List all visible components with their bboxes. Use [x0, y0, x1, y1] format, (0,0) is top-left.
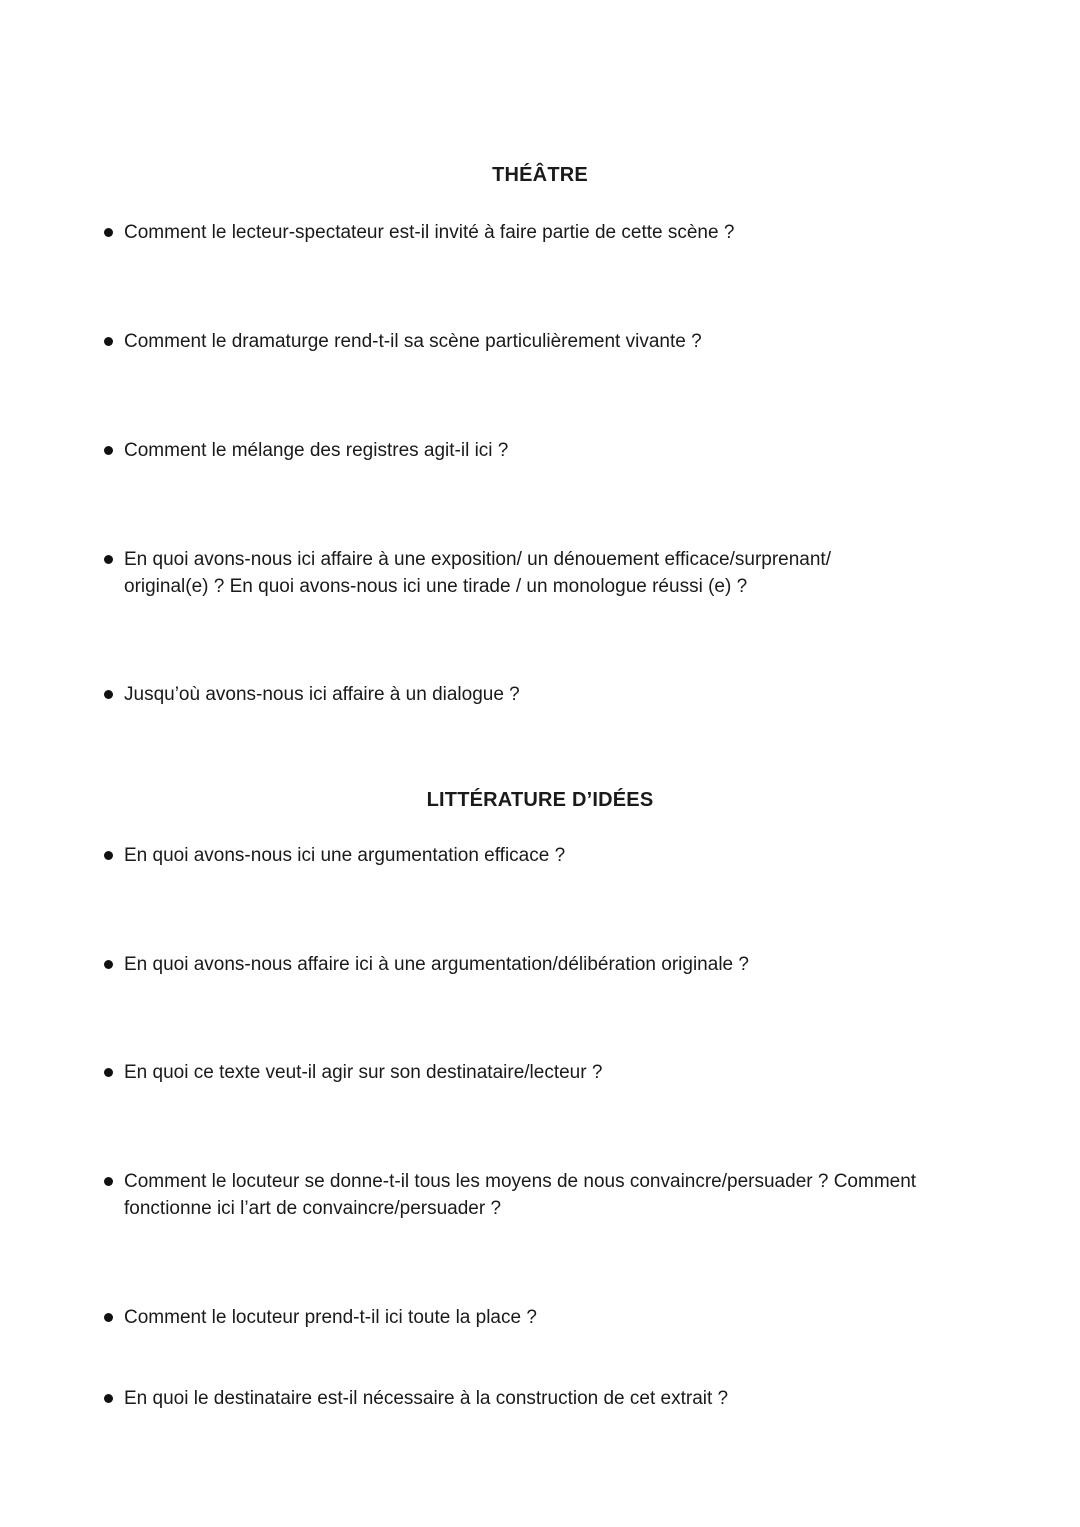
list-item: [104, 328, 984, 355]
list-item: [104, 1385, 984, 1412]
bullet-icon: [104, 1313, 113, 1322]
question-text: Comment le lecteur-spectateur est-il invité à faire partie de cette scène ?: [124, 222, 735, 243]
question-text: Comment le locuteur se donne-t-il tous les moyens de nous convaincre/persuader ? Comment fonctionne ici l’art de convaincre/persuader ?: [124, 1171, 917, 1219]
bullet-icon: [104, 446, 113, 455]
list-item: [104, 842, 984, 869]
question-text: En quoi ce texte veut-il agir sur son destinataire/lecteur ?: [124, 1062, 603, 1083]
question-text: Comment le locuteur prend-t-il ici toute la place ?: [124, 1307, 537, 1328]
bullet-icon: [104, 690, 113, 699]
list-item: [104, 437, 984, 464]
list-item: [104, 1059, 984, 1086]
bullet-icon: [104, 555, 113, 564]
bullet-icon: [104, 1177, 113, 1186]
bullet-icon: [104, 851, 113, 860]
question-text: En quoi le destinataire est-il nécessaire à la construction de cet extrait ?: [124, 1388, 729, 1409]
list-item: [104, 951, 984, 978]
section-title-litterature: LITTÉRATURE D’IDÉES: [426, 789, 654, 811]
question-text: Comment le mélange des registres agit-il ici ?: [124, 440, 509, 461]
question-text: En quoi avons-nous ici affaire à une exposition/ un dénouement efficace/surprenant/ original(e) ? En quoi avons-nous ici une tirade / un monologue réussi (e) ?: [124, 549, 831, 597]
question-text: En quoi avons-nous ici une argumentation efficace ?: [124, 845, 566, 866]
list-item: [104, 681, 984, 708]
bullet-icon: [104, 960, 113, 969]
section-title-theatre: THÉÂTRE: [492, 164, 588, 186]
bullet-icon: [104, 337, 113, 346]
question-text: Jusqu’où avons-nous ici affaire à un dialogue ?: [124, 684, 520, 705]
question-text: Comment le dramaturge rend-t-il sa scène particulièrement vivante ?: [124, 331, 702, 352]
bullet-icon: [104, 1394, 113, 1403]
list-item: [104, 219, 984, 246]
list-item: [104, 1168, 984, 1222]
list-item: [104, 1304, 984, 1331]
bullet-icon: [104, 1068, 113, 1077]
question-text: En quoi avons-nous affaire ici à une argumentation/délibération originale ?: [124, 954, 749, 975]
list-item: [104, 546, 904, 600]
bullet-icon: [104, 228, 113, 237]
